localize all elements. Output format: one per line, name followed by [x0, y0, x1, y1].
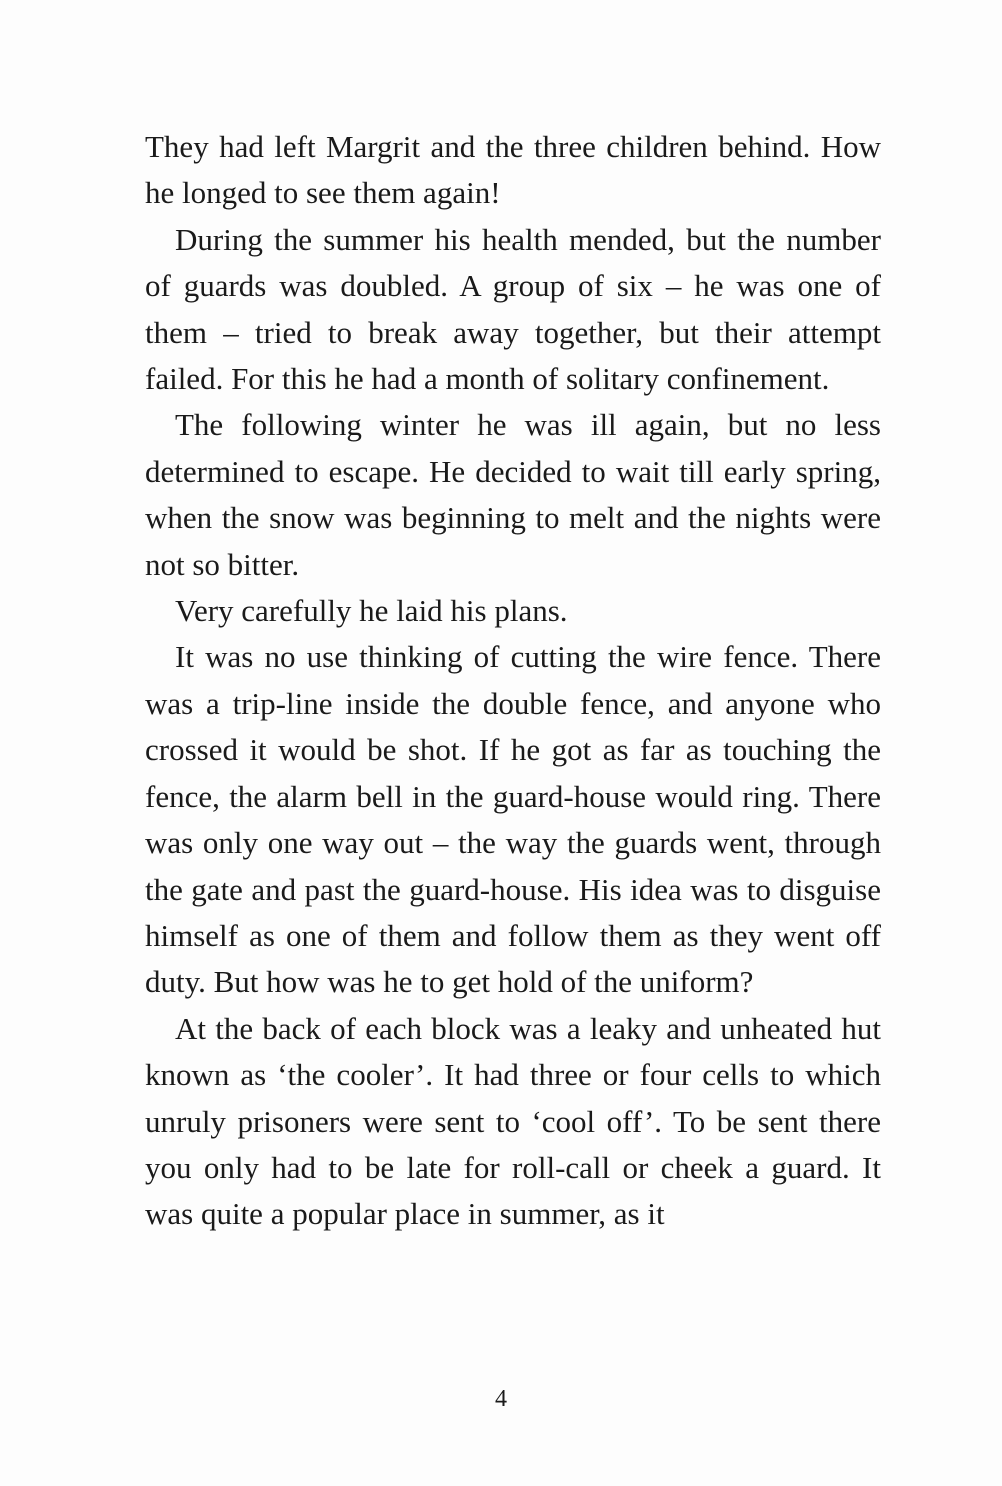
paragraph-4: Very carefully he laid his plans.: [175, 593, 568, 629]
paragraph-3: The following winter he was ill again, but no less determined to escape. He decided to wait till early spring, when the snow was beginning to melt and the nights were not so bitter.: [145, 407, 881, 582]
paragraph-5: It was no use thinking of cutting the wire fence. There was a trip-line inside the double fence, and anyone who crossed it would be shot. If he got as far as touching the fence, the alarm bell in the guard-house would ring. There was only one way out – the way the guards went, through the gate and past the guard-house. His idea was to disguise himself as one of them and follow them as they went off duty. But how was he to get hold of the uniform?: [145, 639, 881, 1000]
paragraph-1: They had left Margrit and the three children behind. How he longed to see them again!: [145, 129, 881, 211]
paragraph-2: During the summer his health mended, but the number of guards was doubled. A group of six – he was one of them – tried to break away together, but their attempt failed. For this he had a month of solitary confinement.: [145, 221, 881, 397]
paragraph-6: At the back of each block was a leaky and unheated hut known as ‘the cooler’. It had three or four cells to which unruly prisoners were sent to ‘cool off’. To be sent there you only had to be late for roll-call or cheek a guard. It was quite a popular place in summer, as it: [145, 1010, 881, 1232]
page-number: 4: [495, 1386, 507, 1412]
body-text: [145, 124, 881, 1238]
